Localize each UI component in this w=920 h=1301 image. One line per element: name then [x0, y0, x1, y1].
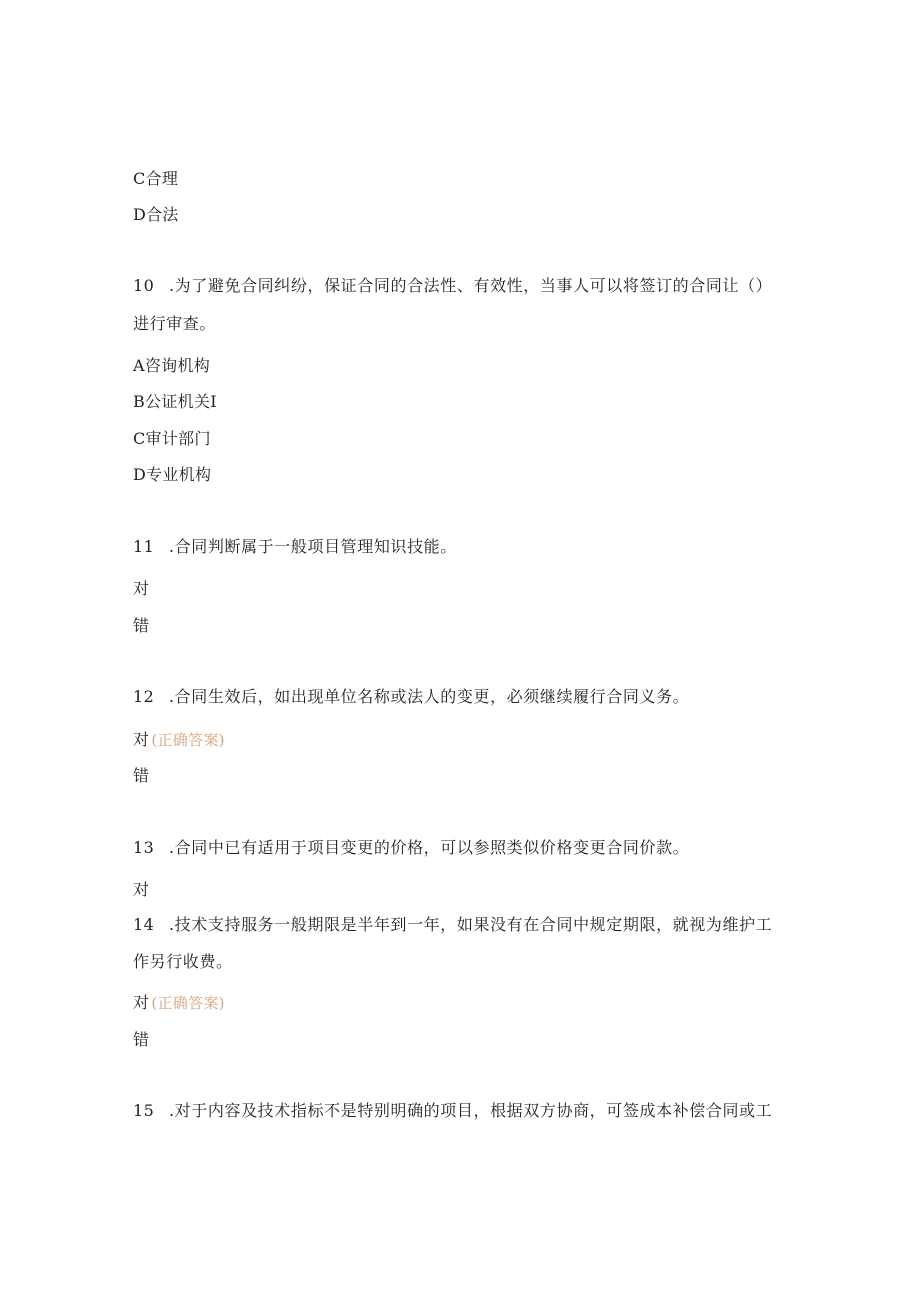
q12-text: .合同生效后，如出现单位名称或法人的变更，必须继续履行合同义务。 [169, 687, 690, 706]
q10-option-c[interactable]: C审计部门 [133, 429, 211, 448]
q15-question [133, 1101, 772, 1121]
q14-option-true-label: 对 [133, 993, 150, 1012]
q10-option-b[interactable]: B公证机关I [133, 392, 217, 411]
q10-question [133, 276, 772, 296]
q10-option-a[interactable]: A咨询机构 [133, 356, 211, 375]
q14-correct-answer-hint: (正确答案) [151, 994, 225, 1012]
q15-text-line1: .对于内容及技术指标不是特别明确的项目，根据双方协商，可签成本补偿合同或工 [169, 1101, 773, 1120]
q12-option-true[interactable] [133, 730, 225, 750]
q11-number: 11 [133, 537, 155, 556]
q12-number: 12 [133, 687, 155, 706]
q14-text-line2: 作另行收费。 [133, 952, 233, 971]
q12-option-true-label: 对 [133, 730, 150, 749]
q15-number: 15 [133, 1101, 155, 1120]
q9-option-d[interactable]: D合法 [133, 205, 179, 224]
q11-text: .合同判断属于一般项目管理知识技能。 [169, 537, 457, 556]
q10-text-line1: .为了避免合同纠纷，保证合同的合法性、有效性，当事人可以将签订的合同让（） [169, 276, 773, 295]
q10-number: 10 [133, 276, 155, 295]
q13-text: .合同中已有适用于项目变更的价格，可以参照类似价格变更合同价款。 [169, 838, 690, 857]
q13-number: 13 [133, 838, 155, 857]
q10-option-d[interactable]: D专业机构 [133, 465, 212, 484]
q14-option-false[interactable]: 错 [133, 1030, 150, 1049]
q14-option-true[interactable] [133, 993, 225, 1013]
q12-correct-answer-hint: (正确答案) [151, 731, 225, 749]
q14-text-line1: .技术支持服务一般期限是半年到一年，如果没有在合同中规定期限，就视为维护工 [169, 915, 773, 934]
q13-question [133, 838, 689, 858]
q12-option-false[interactable]: 错 [133, 766, 150, 785]
q11-question [133, 537, 457, 557]
q10-text-line2: 进行审查。 [133, 314, 217, 333]
q14-question [133, 915, 772, 935]
q11-option-true[interactable]: 对 [133, 579, 150, 598]
q12-question [133, 687, 689, 707]
q14-number: 14 [133, 915, 155, 934]
q11-option-false[interactable]: 错 [133, 616, 150, 635]
q13-option-true[interactable]: 对 [133, 880, 150, 899]
q9-option-c[interactable]: C合理 [133, 169, 179, 188]
